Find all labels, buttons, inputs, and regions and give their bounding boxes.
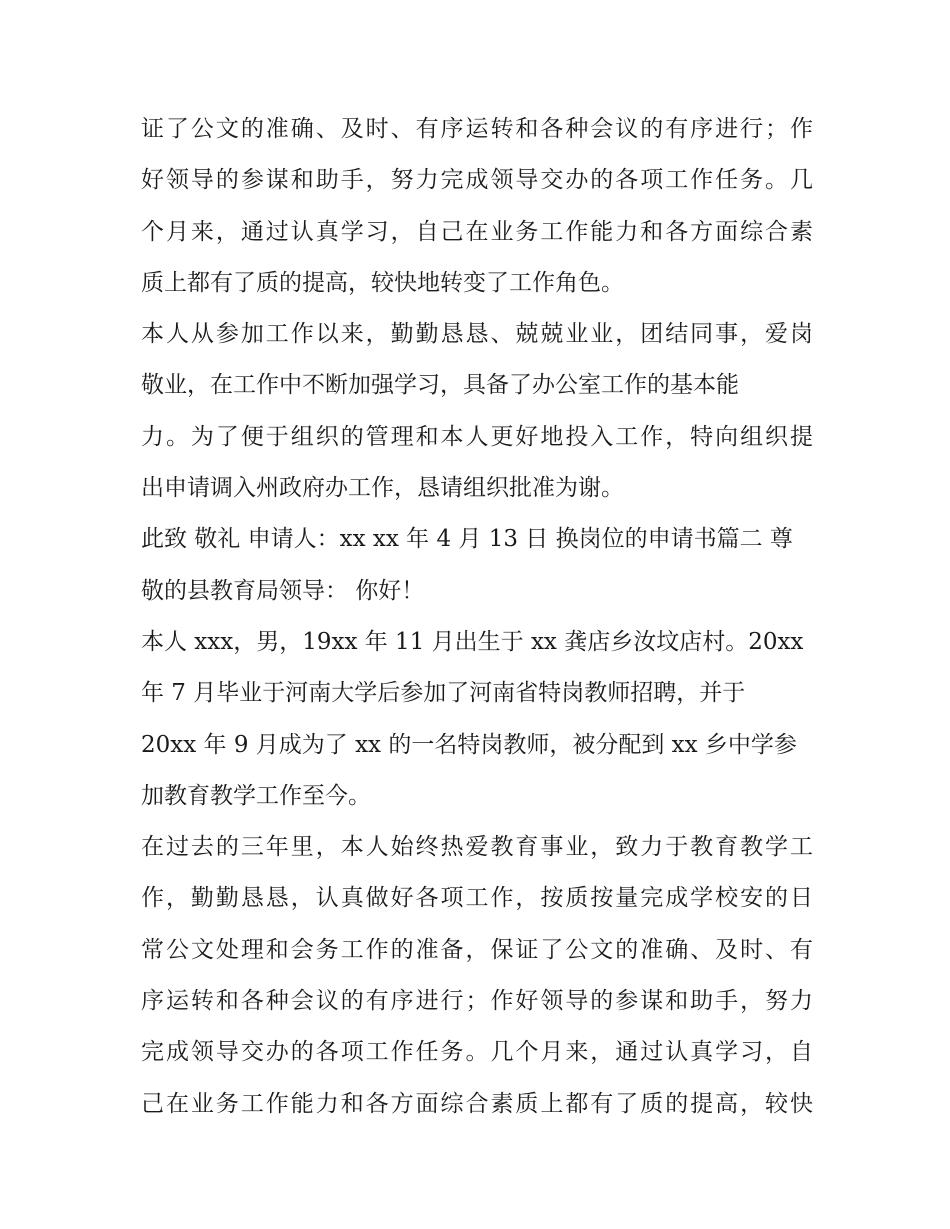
- text-line: 此致 敬礼 申请人：xx xx 年 4 月 13 日 换岗位的申请书篇二 尊: [141, 526, 793, 553]
- text-line: 常公文处理和会务工作的准备，保证了公文的准确、及时、有: [141, 936, 813, 963]
- text-line: 力。为了便于组织的管理和本人更好地投入工作，特向组织提: [141, 423, 813, 450]
- text-line: 个月来，通过认真学习，自己在业务工作能力和各方面综合素: [141, 218, 813, 245]
- text-line: 20xx 年 9 月成为了 xx 的一名特岗教师，被分配到 xx 乡中学参: [141, 731, 797, 758]
- text-line: 己在业务工作能力和各方面综合素质上都有了质的提高，较快: [141, 1090, 813, 1117]
- text-line: 证了公文的准确、及时、有序运转和各种会议的有序进行；作: [141, 116, 813, 142]
- text-line: 好领导的参谋和助手，努力完成领导交办的各项工作任务。几: [141, 167, 813, 194]
- text-line: 出申请调入州政府办工作，恳请组织批准为谢。: [141, 475, 624, 502]
- text-line: 在过去的三年里，本人始终热爱教育事业，致力于教育教学工: [141, 834, 813, 861]
- text-line: 作，勤勤恳恳，认真做好各项工作，按质按量完成学校安的日: [141, 885, 813, 912]
- text-line: 本人从参加工作以来，勤勤恳恳、兢兢业业，团结同事，爱岗: [141, 321, 813, 348]
- text-line: 敬的县教育局领导： 你好！: [141, 577, 425, 604]
- text-line: 本人 xxx，男，19xx 年 11 月出生于 xx 龚店乡汝坟店村。20xx: [141, 628, 804, 655]
- text-line: 质上都有了质的提高，较快地转变了工作角色。: [141, 269, 624, 296]
- text-line: 加教育教学工作至今。: [141, 782, 371, 809]
- text-line: 年 7 月毕业于河南大学后参加了河南省特岗教师招聘，并于: [141, 680, 746, 707]
- text-line: 完成领导交办的各项工作任务。几个月来，通过认真学习，自: [141, 1039, 813, 1066]
- text-line: 序运转和各种会议的有序进行；作好领导的参谋和助手，努力: [141, 988, 813, 1015]
- text-line: 敬业，在工作中不断加强学习，具备了办公室工作的基本能: [141, 372, 739, 399]
- document-body: [141, 104, 813, 1130]
